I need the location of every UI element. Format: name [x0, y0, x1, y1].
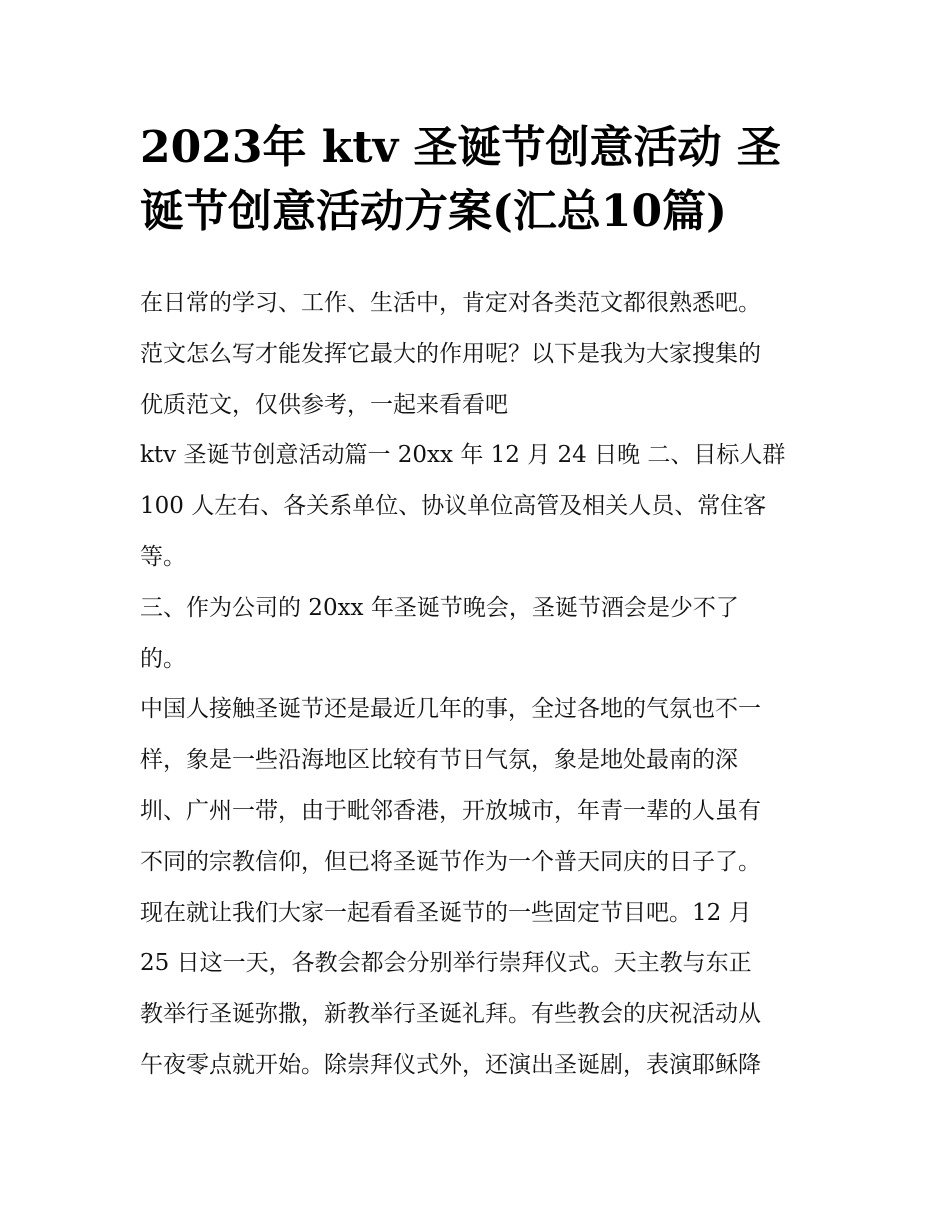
body-line: 不同的宗教信仰，但已将圣诞节作为一个普天同庆的日子了。: [140, 848, 761, 875]
body-line: 午夜零点就开始。除崇拜仪式外，还演出圣诞剧，表演耶稣降: [140, 1051, 761, 1078]
body-line: 在日常的学习、工作、生活中，肯定对各类范文都很熟悉吧。: [140, 290, 761, 316]
document-title: [140, 116, 830, 244]
document-body: [140, 278, 830, 1091]
body-line: 优质范文，仅供参考，一起来看看吧: [140, 391, 508, 418]
body-line: ktv 圣诞节创意活动篇一 20xx 年 12 月 24 日晚 二、目标人群: [140, 442, 786, 469]
body-line: 100 人左右、各关系单位、协议单位高管及相关人员、常住客: [140, 493, 767, 520]
title-line-2: [140, 180, 830, 244]
title-paren-open: (: [492, 186, 513, 237]
body-line: 范文怎么写才能发挥它最大的作用呢？以下是我为大家搜集的: [140, 340, 761, 367]
body-line: 等。: [140, 543, 186, 570]
title-ktv: ktv: [321, 122, 399, 173]
title-text-d: 篇: [662, 186, 707, 237]
title-line-1: [140, 116, 830, 180]
title-text-a: 圣诞节创意活动 圣: [413, 122, 781, 173]
body-line: 25 日这一天，各教会都会分别举行崇拜仪式。天主教与东正: [140, 950, 752, 977]
body-line: 圳、广州一带，由于毗邻香港，开放城市，年青一辈的人虽有: [140, 797, 761, 824]
title-year-suffix: 年: [262, 122, 307, 173]
body-line: 的。: [140, 645, 186, 672]
body-line: 三、作为公司的 20xx 年圣诞节晚会，圣诞节酒会是少不了: [140, 594, 739, 621]
title-year: 2023: [140, 122, 263, 173]
body-line: 现在就让我们大家一起看看圣诞节的一些固定节目吧。12 月: [140, 899, 752, 926]
body-line: 样，象是一些沿海地区比较有节日气氛，象是地处最南的深: [140, 747, 738, 774]
title-count: 10: [600, 186, 663, 237]
title-paren-close: ): [706, 186, 727, 237]
body-line: 教举行圣诞弥撒，新教举行圣诞礼拜。有些教会的庆祝活动从: [140, 1001, 761, 1028]
title-text-b: 诞节创意活动方案: [140, 186, 492, 237]
title-text-c: 汇总: [512, 186, 601, 237]
body-line: 中国人接触圣诞节还是最近几年的事，全过各地的气氛也不一: [140, 696, 761, 723]
